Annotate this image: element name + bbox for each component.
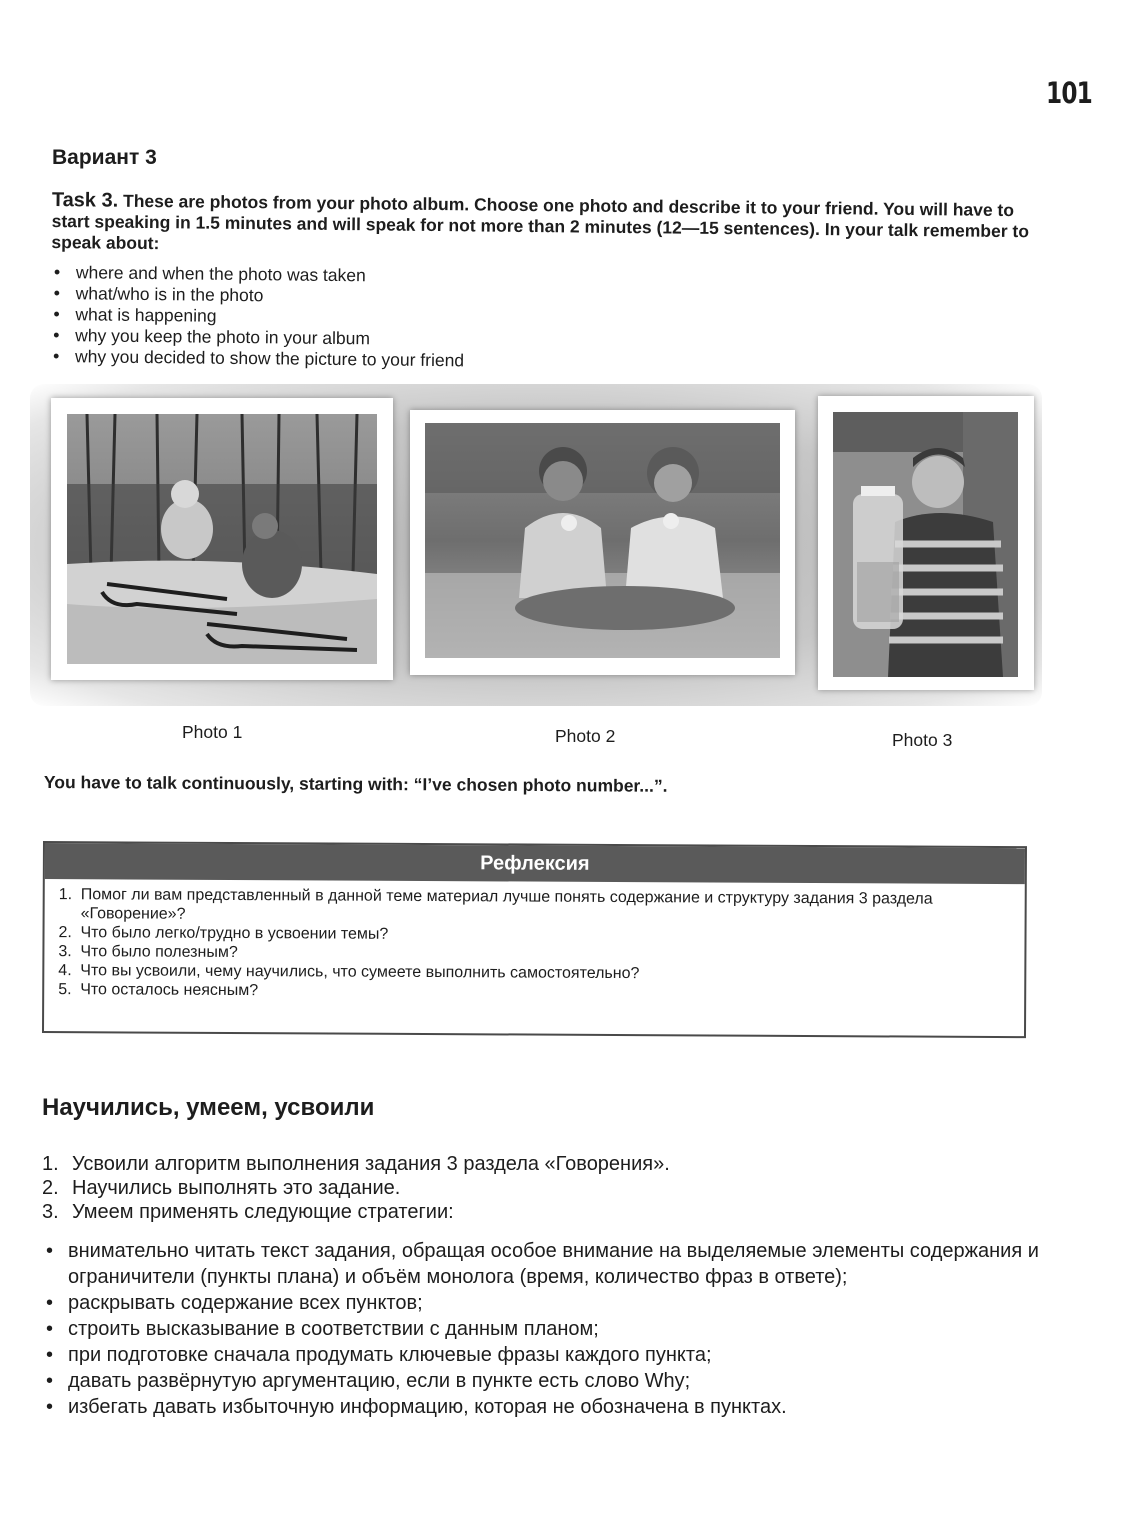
photo-1-image <box>67 414 377 664</box>
photo-2-caption: Photo 2 <box>555 726 616 746</box>
photo-strip <box>30 384 1042 706</box>
talk-plan-list <box>51 262 465 371</box>
reflection-title: Рефлексия <box>45 843 1025 884</box>
plan-item: • why you decided to show the picture to your friend <box>51 346 464 371</box>
photo-3-image <box>833 412 1018 677</box>
strategy-item: • при подготовке сначала продумать ключевые фразы каждого пункта; <box>42 1342 1042 1368</box>
plan-item: • where and when the photo was taken <box>52 262 465 287</box>
reflection-item: 5. Что осталось неясным? <box>58 981 259 1000</box>
reflection-item: 1. Помог ли вам представленный в данной теме материал лучше понять содержание и структуру задания 3 раздела «Говорение»? <box>58 886 933 923</box>
strategy-item: • строить высказывание в соответствии с данным планом; <box>42 1316 1042 1342</box>
strategy-list <box>42 1238 1042 1420</box>
plan-item: • what is happening <box>51 304 464 329</box>
plan-item: • what/who is in the photo <box>52 283 465 308</box>
reflection-item: 2. Что было легко/трудно в усвоении темы? <box>58 924 389 943</box>
closing-instruction: You have to talk continuously, starting with: “I’ve chosen photo number...”. <box>43 772 668 796</box>
learned-item: 3. Умеем применять следующие стратегии: <box>42 1201 454 1223</box>
photo-3-caption: Photo 3 <box>892 730 953 750</box>
variant-title: Вариант 3 <box>52 146 157 169</box>
photo-1-caption: Photo 1 <box>182 722 243 742</box>
task-label: Task 3. <box>51 189 119 212</box>
strategy-item: • избегать давать избыточную информацию, которая не обозначена в пунктах. <box>42 1394 1042 1420</box>
learned-section-title: Научились, умеем, усвоили <box>42 1094 375 1121</box>
photo-1-frame <box>51 398 393 680</box>
photo-2-frame <box>410 410 795 675</box>
learned-item: 1. Усвоили алгоритм выполнения задания 3 раздела «Говорения». <box>42 1153 670 1175</box>
photo-3-frame <box>818 396 1034 690</box>
photo-2-image <box>425 423 780 658</box>
reflection-list <box>44 885 1025 1004</box>
learned-list <box>42 1152 670 1224</box>
plan-item: • why you keep the photo in your album <box>51 325 464 350</box>
learned-item: 2. Научились выполнять это задание. <box>42 1177 401 1199</box>
reflection-item: 4. Что вы усвоили, чему научились, что сумеете выполнить самостоятельно? <box>58 962 640 983</box>
strategy-item: • внимательно читать текст задания, обращая особое внимание на выделяемые элементы содержания и ограничители (пункты плана) и объём монолога (время, количество фраз в ответе); <box>42 1238 1042 1290</box>
task-instructions <box>51 190 1042 263</box>
reflection-box <box>42 841 1027 1038</box>
task-body: These are photos from your photo album. Choose one photo and describe it to your friend. You will have to start speaking in 1.5 minutes and will speak for not more than 2 minutes (12—15 sentences). In your talk remember to speak about: <box>51 190 1030 254</box>
strategy-item: • раскрывать содержание всех пунктов; <box>42 1290 1042 1316</box>
page-number: 101 <box>1046 76 1093 110</box>
reflection-item: 3. Что было полезным? <box>58 943 238 962</box>
strategy-item: • давать развёрнутую аргументацию, если в пункте есть слово Why; <box>42 1368 1042 1394</box>
